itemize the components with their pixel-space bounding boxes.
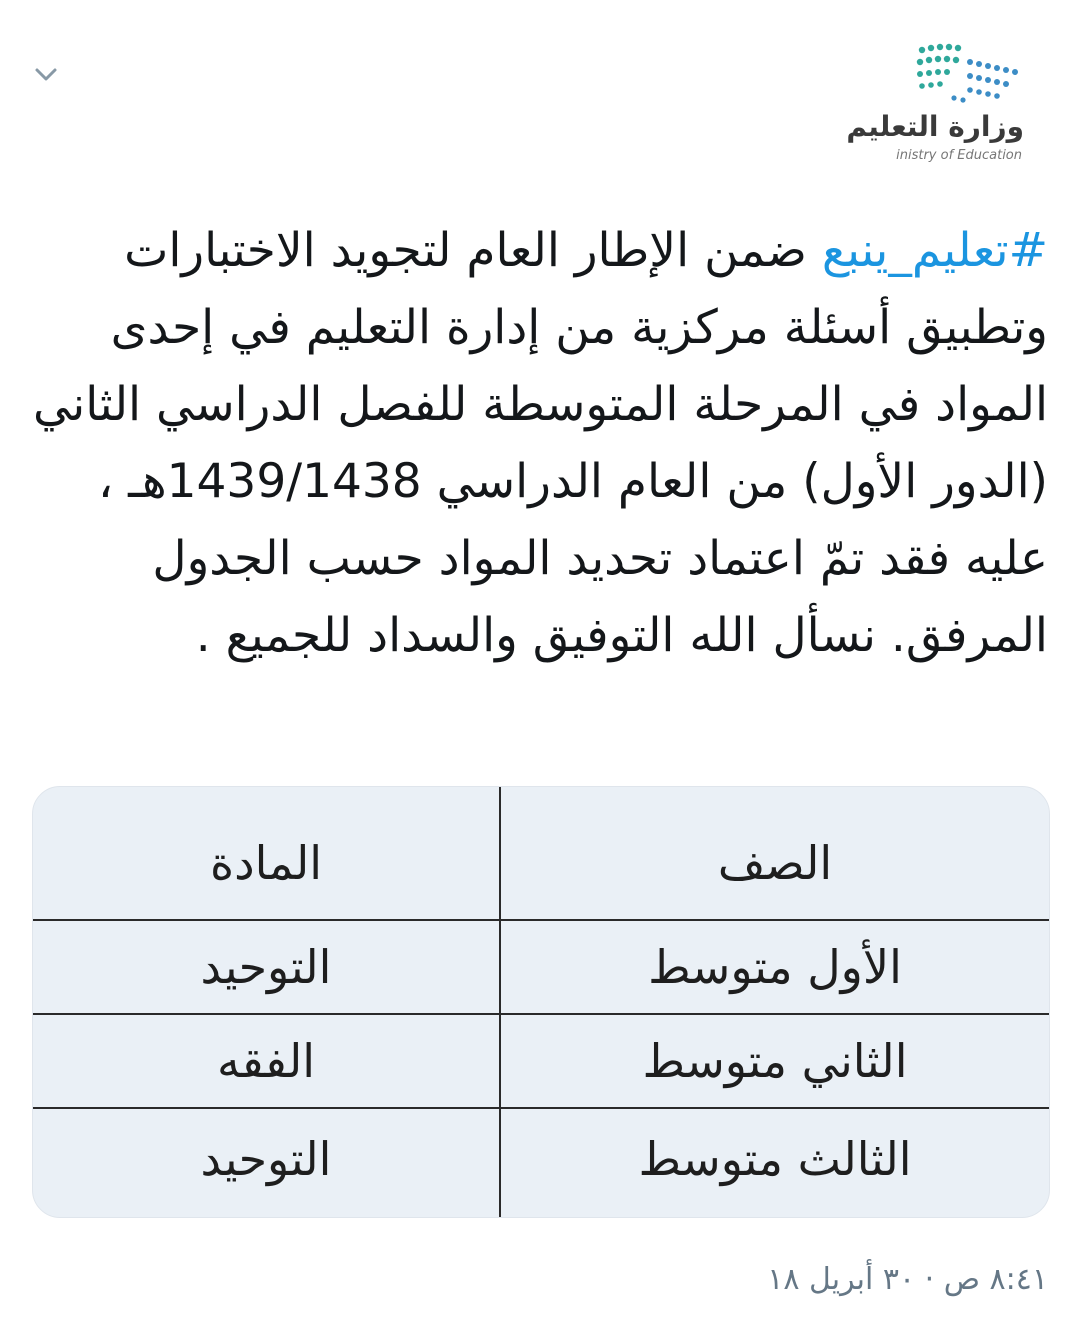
hashtag-link[interactable]: #تعليم_ينبع xyxy=(821,223,1048,278)
tweet-body: ضمن الإطار العام لتجويد الاختبارات وتطبيق أسئلة مركزية من إدارة التعليم في إحدى المواد في المرحلة المتوسطة للفصل الدراسي الثاني (الدور الأول) من العام الدراسي 1439/1438هـ ، عليه فقد تمّ اعتماد تحديد المواد حسب الجدول المرفق. نسأل الله التوفيق والسداد للجميع . xyxy=(32,223,1048,663)
logo-arabic-text: وزارة التعليم xyxy=(846,110,1024,143)
table-cell-subject: التوحيد xyxy=(200,940,332,994)
tweet-timestamp[interactable]: ٨:٤١ ص · ٣٠ أبريل ١٨ xyxy=(767,1262,1048,1297)
chevron-down-icon[interactable] xyxy=(32,60,60,88)
ministry-logo xyxy=(846,30,1040,170)
logo-dots-icon xyxy=(914,40,1026,108)
table-header-grade: الصف xyxy=(717,836,833,890)
table-cell-grade: الثالث متوسط xyxy=(638,1132,912,1186)
table-cell-subject: التوحيد xyxy=(200,1132,332,1186)
attached-image[interactable] xyxy=(32,786,1050,1218)
table-cell-grade: الثاني متوسط xyxy=(642,1034,908,1088)
table-cell-grade: الأول متوسط xyxy=(648,940,902,994)
table-header-subject: المادة xyxy=(210,836,322,890)
tweet-text xyxy=(32,212,1048,674)
logo-english-text: inistry of Education xyxy=(896,148,1022,163)
table-cell-subject: الفقه xyxy=(217,1034,315,1088)
